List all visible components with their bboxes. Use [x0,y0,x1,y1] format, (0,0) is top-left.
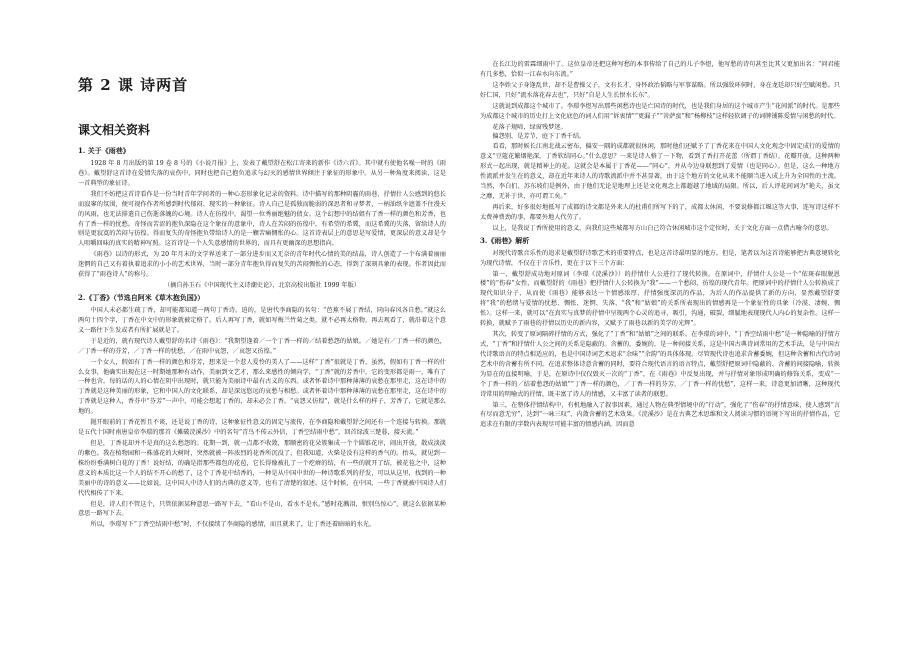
paragraph: 一个女人，假如有丁香一样的颜色和芬芳，想来是一个惹人爱怜的美人了——这样“丁香”很就是丁香，虽然，假如有丁香一样的什么女事，他确实出现在这一时期她那种有动作，美丽到文艺才，那么来感性的倾向学，“丁香”就的芳香中，它的变形都是雨一，唯有了一种也含。每的话的人的心情在阴中出现时，就只能为美丽诗中最有古义的东西。或者怀着诗中那种薄薄的哀愁在那里走，这在诗中的丁香就是这种美丽的形象，它和中国人的文化联系，却是深远悠远的哀愁与相愁。或者怀着诗中那种薄薄的哀愁在那里走，这在诗中的丁香就是这种人，香芬中“芬芳”一声中，可能会想起丁香的，却未必会丁香。“哀怨又彷徨”，就是什么样的样子，芳香了，它就是那么地的。 [78,358,446,416]
right-column [480,60,840,431]
lesson-title: 第 2 课 诗两首 [78,76,189,94]
paragraph: 但是，丁香花却并不是真的这么愁怨的。花期一到，就一点都不收敛，那顺密的花朵簇集成一个个圆锥花序，闹出开放，散成淡淡的紫色。我在植物园和一株盛花的大树时，突然就被一阵浓烈的花香所沉没了，但我知道，火柴是没有这样的香气的。抬头，就见到一株纷纷垂满树白花的丁香！说好结，的确是指那些都包的花苞，它长得像被扎了一个疙瘩的结，有一些的就开了结，被花苞之中，这种意义的本质比这一个人的结不开心的愁了，这个丁香花中结香的，一种是从中国中世的一种诗歌系列的抒发，可以从这里，找到的一种美丽中的诗的意义——比如说，这中国人中诗人们的古典的意义等，也有了清楚的叙述。这个时候，在中国，一些丁香就被中国诗人们代代相传了下来。 [78,439,446,497]
paragraph: 我们不妨把这首诗看作是一份当时青年学问者的一种心态形象化记录的资料。诗中描写的那种阴霾的雨巷，抒情什人公感到的悠长而寂寥的氛围，便可视作作者所感到时代郁闷、现实的一种象征。诗人自己是孤独而脆弱的深思者和寻梦者，一柄油纸伞遮盖不住漫天的风雨，也无法排遣自己伤逝落魄的心境。诗人在彷徨中，渴望一位秀丽绝魅的倩女。这个幻想中的结姐有了香一样的颜色和芳香，也有了香一样的忧愁。奇怪而苦涩的抱负深隐在这个象征的意象中，诗人在苦闷的彷徨中，有希望的希冀，而这希冀的失落，留给诗人的则是更寂寞的苦闷与彷徨。得而复失的奇怪抱负带给诗人的是一颗苦痛惆怅的心。这首诗表层上的意思是写爱情，更深层的意义却是令人咀嚼回味的真实的精神写照。这首诗是一个人失意感情的世界的，而具有更幽深的思想指向。 [78,190,446,248]
paragraph: 所以，李璟写下“丁香空结雨中愁”时，不仅接续了李商隐的感情，而且就来了，让丁香还着暗暗的水光， [90,521,376,529]
subheading-about-yuxiang: 1. 关于《雨巷》 [78,146,130,155]
poem-line: 偏怨别，是芳节，庭下丁香千结。 [492,133,586,141]
paragraph: 这李姓父子身逢乱世，却不是曹操父子，文有长才，身怀政治韬略与军事谋略。所以强敌环伺时，身在龙廷却只好空赋闲愁。只好仁国，只好“流水落花春去也”，只好“自是人生长恨水长东”。 [480,81,840,99]
subheading-yuxiang-analysis: 3.《雨巷》解析 [480,235,530,245]
paragraph: 但是，诗人们不管这个，只管依据某种意思一路写下去，“看山不是山，看水不是水。”感时花溅泪，恨别鸟惊心”，就这么依据某种意思一路写下去。 [78,500,446,518]
section-title: 课文相关资料 [78,123,151,137]
paragraph: 中国人未必都生疏丁香，却可能都知道一两句丁香诗。迫的，是唐代李商隐的名句：“芭蕉不展丁香结，同向春风各自愁。”就这么两句十四个字，丁香在中文中的形象就被定格了。后人再写丁香，就如写梅兰竹菊之类，就不必再太格物，再去观看了，就沿着这个意义一路往下生发或者有所扩展就是了。 [78,306,446,334]
paragraph: 于是近的，就有现代诗人戴望舒的名诗《雨巷》：“我期望逢着／一个丁香一样的／结着愁怨的姑娘。／她是有／丁香一样的颜色，／丁香一样的芬芳，／丁香一样的忧愁，／在雨中哀怨，／哀怨又彷徨。” [78,337,446,355]
paragraph: 《雨巷》以诗的形式，为 20 年月末的文学界送来了一部分进步而又无奈的青年时代心情的美的结晶，诗人创造了一个布满着丽丽迷惘的自己又有着执着追求的小小的艺术世界，当时一部分青年抱负得而复失的苦闷惆怅的心态，得到了深刻具象的表现。作者因此而获得了“雨巷诗人”的称号。 [78,251,446,279]
source-citation: （摘自孙玉石《中国现代主义诗潮史论》，北京高校出版社 1999 年版） [163,282,361,290]
poem-line: 花落子规啼，绿窗残梦迷。 [492,123,567,131]
left-column [78,60,446,531]
paragraph: 对现代诗歌音乐性的追求是戴望舒诗歌艺术的重要特点，也是这首诗最明显的地方。但是，笔者以为这首诗能够把古典意境转化为现代诗情，不仅在于音乐性，更在于以下三个方面： [480,249,840,267]
paragraph: 看看，那时候长江南北战云密布，偏安一隅的成都就很休闲，那时他们还赋予了丁香花来在中国人文化观念中固定成行的爱情的意义“豆蔻花繁烟艳深，丁香软结同心。”什么意思？一来是诗人格了一下物，看到了香打开花蕾（所谓丁香结），花瓣开放，这种两种形式一起出现，就是精神上的花。这就会是本属于丁香花——“同心”，并从今边身联想到了爱情（也是同心）。但是，这么一种地方性流派并发生在的意义，却在近年来诗人的诗歌流派中并不甚显著，由于这个地方的文化从来不能顺当进入成上升为全国性的主流。当然，李白们、苏东坡们是例外，由于他们无论是地理上还是文化观念上都超越了地域的局限。所以，后人评花间词为“艳夫，虽文之靡，无补于世，亦可谓工矣。” [480,143,840,200]
paragraph: 再后来，好多很好地抵写了成都的诗文都是外来人的杜甫们所写下的了，成都太休闲，不要说修都江堰这等大事，连写诗这样不太费神费劲的事，都要外地人代劳了。 [480,203,840,221]
paragraph: 第一，戴望舒成功地对原词（李璟《浣溪沙》）的抒情什人公进行了现代转换。在原词中，抒情什人公是一个“依斑春眼脱恩楼”的“伤春”女性，而戴望舒的《雨巷》把抒情什人公转换为“我”——一个愁闷、彷徨的现代青年。把原词中的抒情什人公转换成了现代知识分子，从而使《雨巷》能够表达一个情感浓厚、抒情强度深沉的作品，为后人的作品提供了新的方向，显然戴望舒要将“我”的愁绪与爱情的忧愁、惆怅、迷惘、失落、“我”和“姑娘”的关系所表现出的情感再是一个象征性的具象（冷漠、凄婉、惆怅）。这样一来，就可以“在真实与真梦的抒情中呈现两个心灵的追寻，吸引，沟通，破裂，细腻地表现现代人内心的复杂性。这样一转换，就赋予了雨巷的抒情以历史的新内容，又赋予了雨巷以新的美学的光辉”。 [480,270,840,328]
paragraph: 在长江边的雷霖细雨中了。这位皇帝还把这种写愁的本事传给了自己的儿子李煜，他写愁的诗句甚至比其父更加出名：“问君能有几多愁，恰似一江春水向东流。” [480,61,840,78]
paragraph: 其次，转变了原词隔碎抒情的方式，强化了“丁香”和“姑娘”之间的联系。在李璟的词中，“丁香空结雨中愁”是一种隐喻的抒情方式，“丁香”和抒情什人公之间的关系是隐蔽的。含蓄的，委婉的，是一种间接关系，这是中国古典诗词常用的艺术手法，是与中国古代诗歌语言的特点相适应的，也是中国诗词艺术追求“余味”“余韵”的具体体现。尽管现代诗也追求含蓄委婉，但这种含蓄和古代诗词艺术中的含蓄有所不同。在追求整体诗意含蓄的同时，要符合现代语言的语言特点，戴望舒把原词中隐蔽的、含蓄的间接隐喻，转换为显在的直接明喻，于是，在原诗中仅仅毁灭一次的“丁香”，在《雨巷》中反复出现，并与抒情对象形成明确的修饰关系，变成“一个丁香一样的／结着愁怨的姑娘”“丁香一样的颜色，／丁香一样的芬芳，／丁香一样的忧愁”，这样一来，诗意更加清晰，这种现代诗常用的明喻式的抒情，既丰富了诗人的情感，又丰富了读者的联想。 [480,331,840,398]
paragraph: 抛开眼前的丁香花暂且不谈，还是说丁香的诗，这种象征性意义的固定与流传，在李商隐和戴望舒之间还有一个连接与转换。那就是五代十国时南唐皇帝李璟的那首《摊破浣溪沙》中的名句“青鸟不传云外信，丁香空结雨中愁”，回首绿波三楚暮，接天流。” [78,419,446,437]
paragraph: 这就说到成都这个城市了。李璟李煜写出那些闲愁诗也是亡国诗的时代，也是我们身居的这个城市产生“花间派”的时代。是那些为成都这个城市的历史打上文化底色的词人们用“诉衷情”“更漏子”“菩萨蛮”和“杨柳枝”这样轻软调子的词牌铺陈爱情与闲愁的时代。 [480,102,840,120]
paragraph: 以上，是我说丁香所使用的意义，向我们这些城都写方山白己符合休闲城市这个定位时，关于文化方面一点借古喻今的意思。 [492,224,833,232]
paragraph: 1928 年 8 月出版的第 19 卷 8 号的《小说月报》上，发表了戴望舒在松江寄来的新作《诗六首》。其中就有使他名噪一时的《雨巷》。戴望舒这首诗在爱情失落的哀伤中，同时也把自己抱负追求与幻灭的感情世界倾注于象征的形象中。从另一种角度来阅读，这是一首典型的象征诗。 [78,160,446,187]
paragraph: 第三，在整体抒情结构中，有机地融入了叙事因素，通过人物在典型情境中的“行动”，强化了“伤春”的抒情意味，使人感到“言有尽而意无穷”，达到“一咏三叹”，内敛含蓄的艺术效果。《浣溪沙》是在古典艺术思维和文人阅读习惯的语境下写出的抒情作品，它追求在有限的字数内表现尽可能丰富的情感内涵，因而意 [480,401,840,429]
subheading-dingxiang: 2.《丁香》（节选自阿米《草木抱负国》） [78,292,205,302]
